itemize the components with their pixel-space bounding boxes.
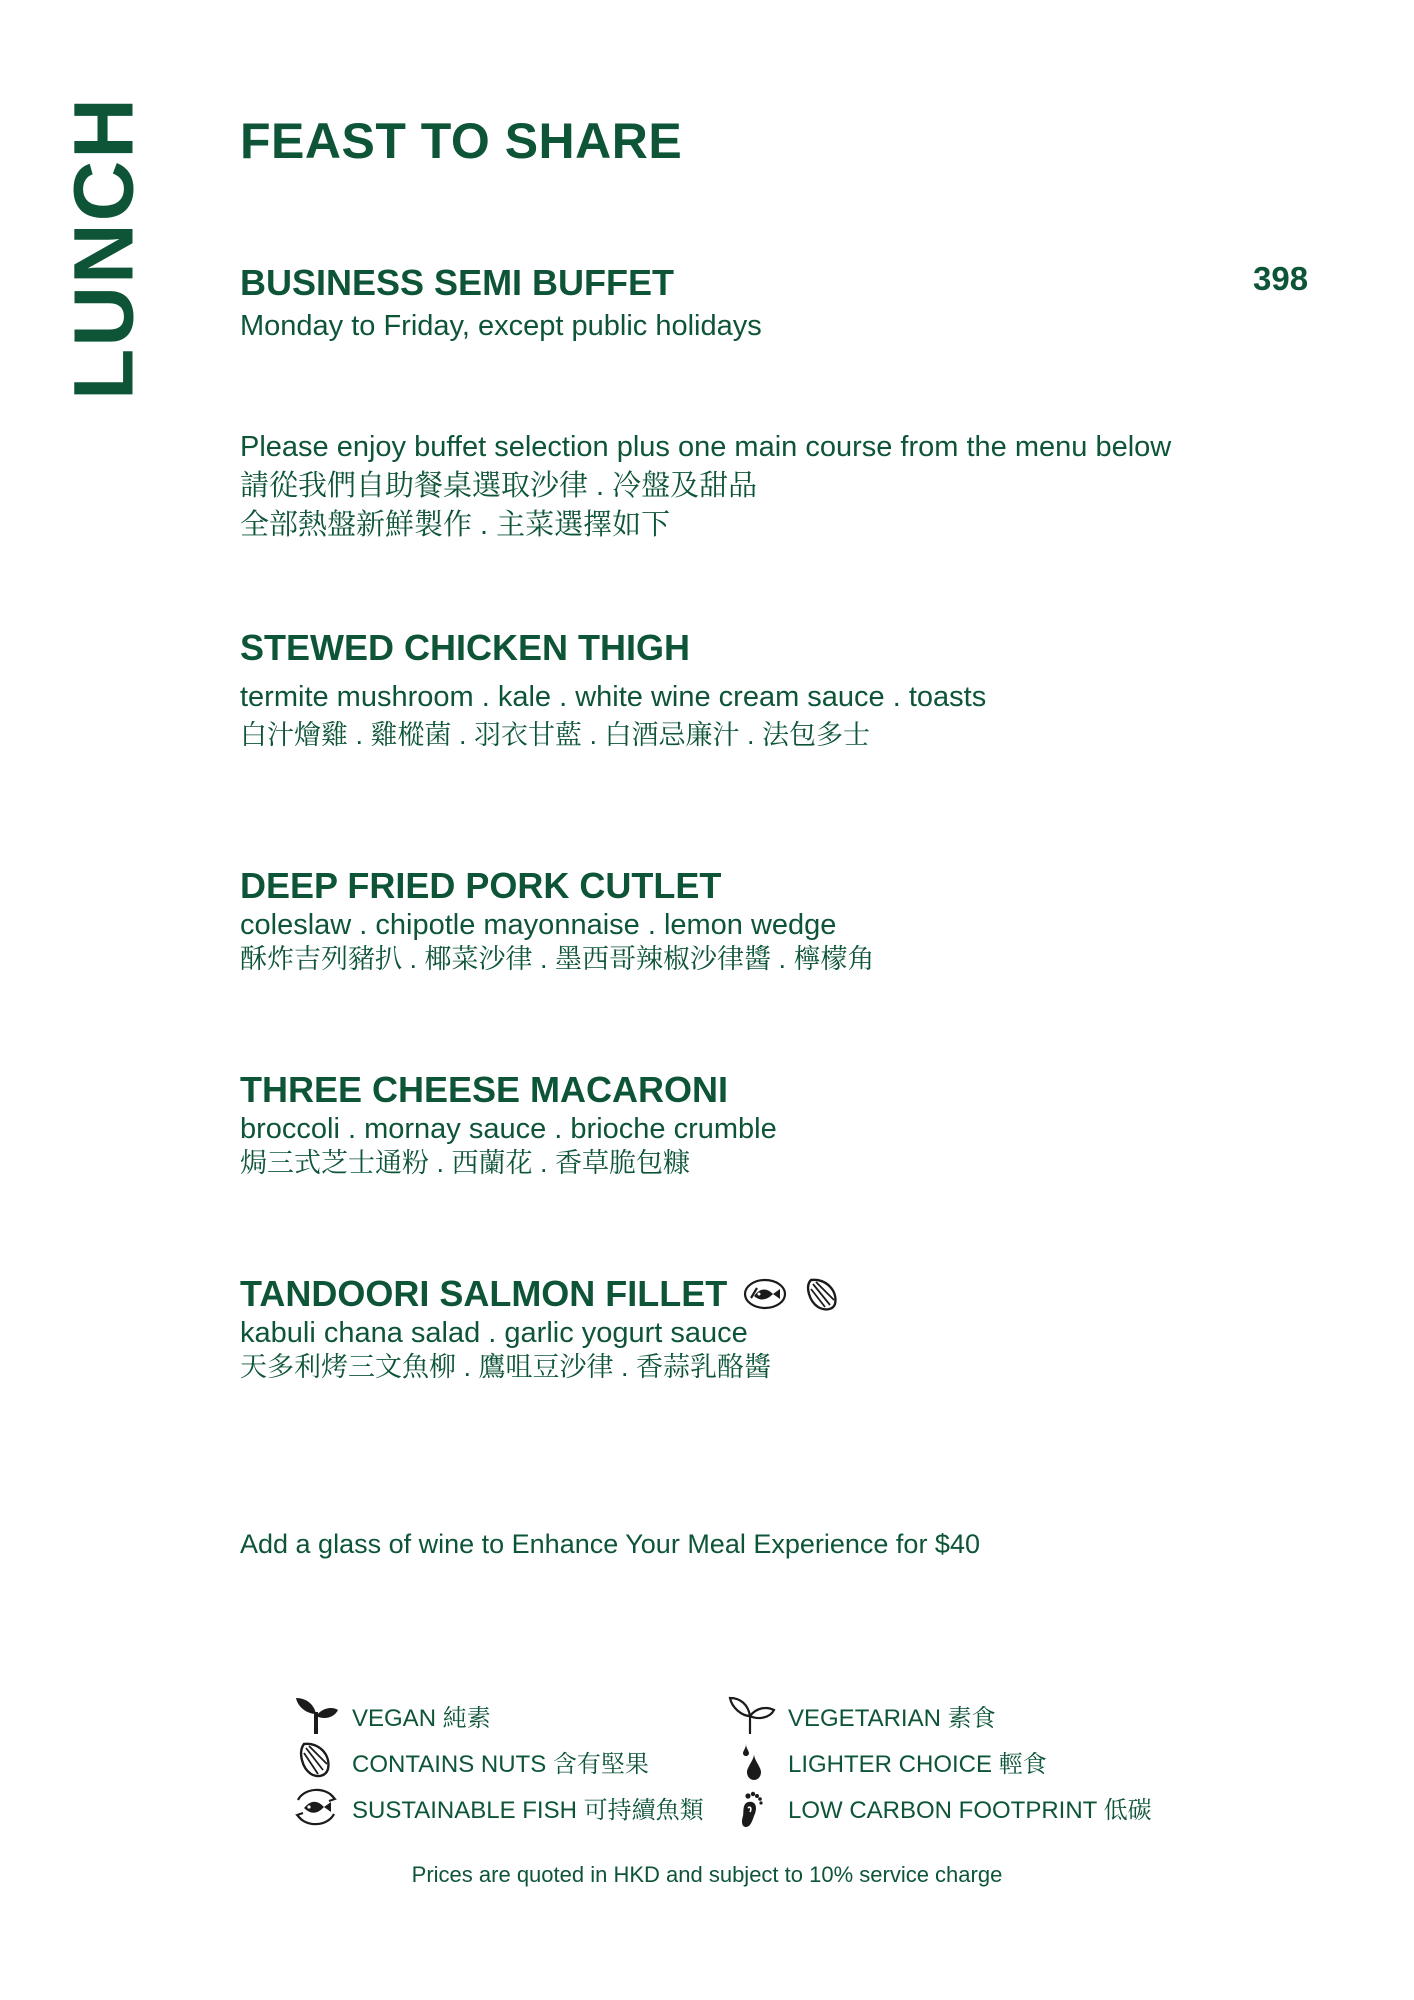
legend-label: SUSTAINABLE FISH 可持續魚類 [352,1796,704,1824]
legend-label: VEGAN 純素 [352,1704,491,1732]
offer-price: 398 [1253,260,1309,297]
vertical-menu-label [56,96,151,400]
nut-icon [803,1274,843,1314]
dish-name-text: THREE CHEESE MACARONI [240,1069,729,1110]
dish-description-zh: 白汁燴雞 . 雞樅菌 . 羽衣甘藍 . 白酒忌廉汁 . 法包多士 [240,720,871,750]
wine-addon-note: Add a glass of wine to Enhance Your Meal Experience for $40 [240,1529,980,1559]
vegetarian-sprout-icon [726,1694,778,1736]
legend-right-column [726,1692,1152,1830]
legend-item-sustainable-fish [290,1784,704,1830]
dish-description-en: kabuli chana salad . garlic yogurt sauce [240,1317,748,1349]
dish-description-zh: 酥炸吉列豬扒 . 椰菜沙律 . 墨西哥辣椒沙律醬 . 檸檬角 [240,944,875,974]
offer-title: BUSINESS SEMI BUFFET [240,262,675,303]
dish-item [240,1068,777,1180]
intro-line-zh-2: 全部熱盤新鮮製作 . 主菜選擇如下 [240,509,671,541]
droplet-icon [726,1740,778,1782]
legend-label: LIGHTER CHOICE 輕食 [788,1750,1047,1778]
vertical-menu-label-text: LUNCH [56,96,151,400]
legend-label: VEGETARIAN 素食 [788,1704,996,1732]
legend-label: LOW CARBON FOOTPRINT 低碳 [788,1796,1152,1824]
dish-item [240,864,875,976]
dish-item [240,1272,843,1384]
nut-icon [290,1740,342,1782]
offer-subtitle: Monday to Friday, except public holidays [240,310,762,342]
legend-left-column [290,1692,704,1830]
intro-line-en: Please enjoy buffet selection plus one main course from the menu below [240,431,1172,463]
sustainable-fish-icon [290,1786,342,1828]
dish-name-text: STEWED CHICKEN THIGH [240,627,690,668]
intro-text [240,428,1171,545]
dish-description-zh: 天多利烤三文魚柳 . 鷹咀豆沙律 . 香蒜乳酪醬 [240,1352,772,1382]
legend-item-vegan [290,1692,704,1738]
dish-name [240,1068,777,1112]
sustainable-fish-icon [741,1274,789,1314]
dish-description-zh: 焗三式芝士通粉 . 西蘭花 . 香草脆包糠 [240,1148,691,1178]
legend-label: CONTAINS NUTS 含有堅果 [352,1750,649,1778]
dish-item [240,626,986,752]
legend-item-lighter-choice [726,1738,1152,1784]
section-title: FEAST TO SHARE [240,113,683,169]
dish-description-en: coleslaw . chipotle mayonnaise . lemon wedge [240,909,837,941]
legend-item-nuts [290,1738,704,1784]
dish-name-text: TANDOORI SALMON FILLET [240,1273,728,1314]
service-charge-note: Prices are quoted in HKD and subject to 10% service charge [411,1862,1003,1887]
dish-description-en: broccoli . mornay sauce . brioche crumble [240,1113,777,1145]
footprint-icon [726,1786,778,1828]
dish-name-text: DEEP FRIED PORK CUTLET [240,865,722,906]
intro-line-zh-1: 請從我們自助餐桌選取沙律 . 冷盤及甜品 [240,470,758,502]
dish-name [240,626,986,670]
dish-name [240,1272,843,1316]
legend-item-low-carbon [726,1784,1152,1830]
dish-description-en: termite mushroom . kale . white wine cream sauce . toasts [240,681,987,713]
dish-name [240,864,875,908]
vegan-sprout-icon [290,1694,342,1736]
legend-item-vegetarian [726,1692,1152,1738]
